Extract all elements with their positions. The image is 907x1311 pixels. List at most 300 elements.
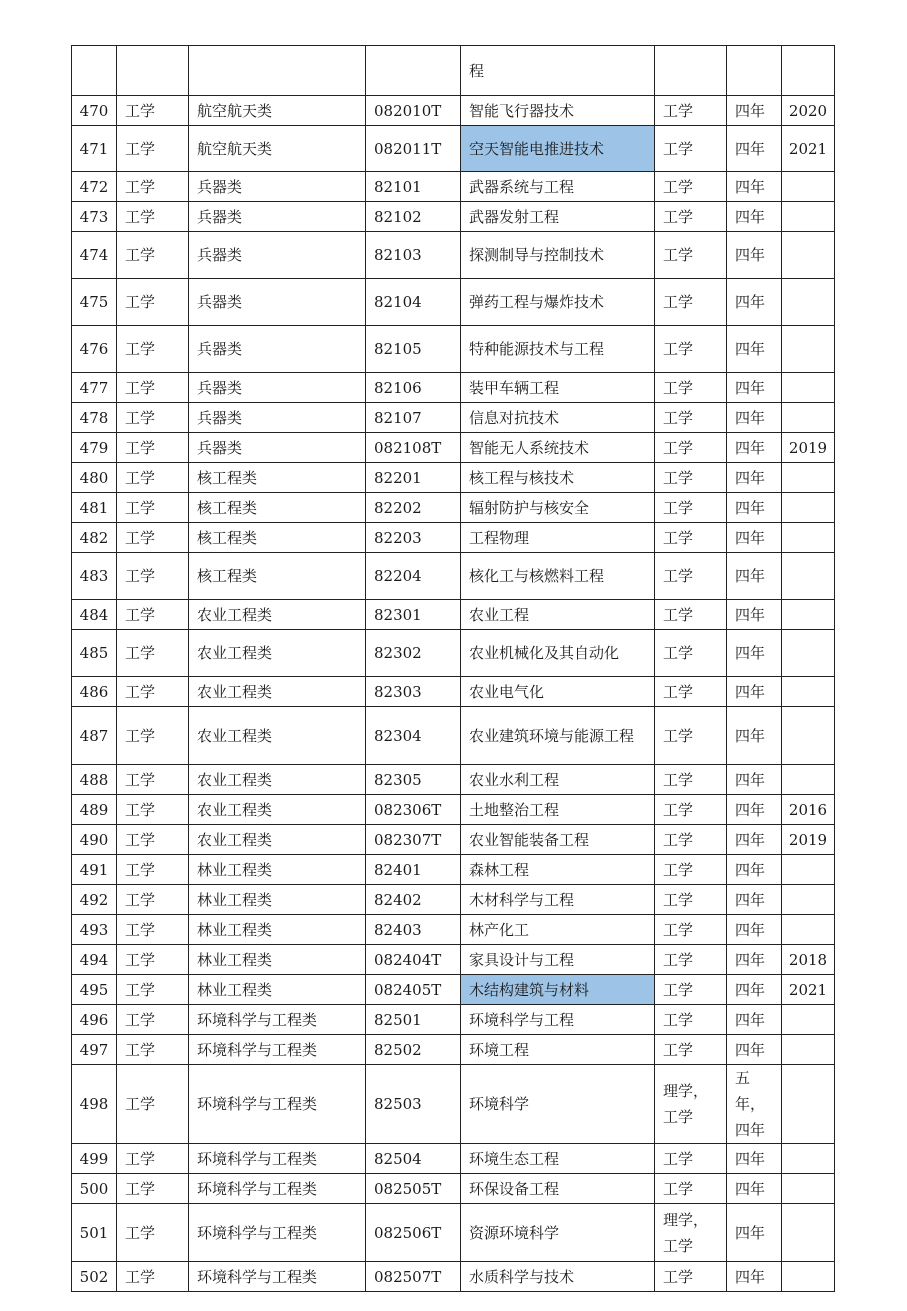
year-added-cell [782, 373, 835, 403]
major-name-cell: 环境生态工程 [461, 1144, 655, 1174]
degree-type-cell: 工学 [655, 600, 727, 630]
major-name-cell: 智能飞行器技术 [461, 96, 655, 126]
study-years-cell: 四年 [727, 1204, 782, 1262]
study-years-cell: 四年 [727, 1144, 782, 1174]
major-code-cell: 82101 [366, 172, 461, 202]
table-row [72, 433, 835, 463]
degree-type-cell: 工学 [655, 915, 727, 945]
discipline-category-cell: 工学 [117, 1005, 189, 1035]
table-row [72, 172, 835, 202]
year-added-cell [782, 326, 835, 373]
major-name-cell: 环境科学与工程 [461, 1005, 655, 1035]
degree-type-cell: 工学 [655, 403, 727, 433]
row-number-cell: 473 [72, 202, 117, 232]
major-class-cell: 农业工程类 [189, 765, 366, 795]
discipline-category-cell: 工学 [117, 126, 189, 172]
row-number-cell: 498 [72, 1065, 117, 1144]
study-years-cell: 四年 [727, 523, 782, 553]
major-class-cell: 核工程类 [189, 523, 366, 553]
row-number-cell: 495 [72, 975, 117, 1005]
major-code-cell: 082507T [366, 1262, 461, 1292]
table-row [72, 707, 835, 765]
degree-type-cell: 工学 [655, 553, 727, 600]
year-added-cell [782, 1262, 835, 1292]
row-number-cell: 502 [72, 1262, 117, 1292]
table-row [72, 765, 835, 795]
degree-type-cell: 工学 [655, 232, 727, 279]
discipline-category-cell: 工学 [117, 403, 189, 433]
row-number-cell: 476 [72, 326, 117, 373]
major-code-cell: 82303 [366, 677, 461, 707]
discipline-category-cell: 工学 [117, 1144, 189, 1174]
degree-type-cell: 工学 [655, 1035, 727, 1065]
discipline-category-cell: 工学 [117, 202, 189, 232]
year-added-cell [782, 553, 835, 600]
major-name-cell: 农业机械化及其自动化 [461, 630, 655, 677]
major-code-cell: 82104 [366, 279, 461, 326]
major-code-cell: 82403 [366, 915, 461, 945]
discipline-category-cell: 工学 [117, 493, 189, 523]
major-name-cell: 探测制导与控制技术 [461, 232, 655, 279]
degree-type-cell: 工学 [655, 523, 727, 553]
major-name-cell: 林产化工 [461, 915, 655, 945]
degree-type-cell: 工学 [655, 493, 727, 523]
major-code-cell: 082404T [366, 945, 461, 975]
year-added-cell [782, 46, 835, 96]
discipline-category-cell: 工学 [117, 373, 189, 403]
major-class-cell: 农业工程类 [189, 795, 366, 825]
discipline-category-cell: 工学 [117, 232, 189, 279]
study-years-cell: 四年 [727, 707, 782, 765]
year-added-cell [782, 765, 835, 795]
discipline-category-cell: 工学 [117, 677, 189, 707]
major-name-cell: 弹药工程与爆炸技术 [461, 279, 655, 326]
year-added-cell: 2019 [782, 433, 835, 463]
major-code-cell: 082306T [366, 795, 461, 825]
major-code-cell: 082307T [366, 825, 461, 855]
major-code-cell: 82203 [366, 523, 461, 553]
study-years-cell: 四年 [727, 433, 782, 463]
major-code-cell: 82302 [366, 630, 461, 677]
study-years-cell: 四年 [727, 825, 782, 855]
row-number-cell: 486 [72, 677, 117, 707]
major-class-cell: 农业工程类 [189, 600, 366, 630]
major-name-cell: 森林工程 [461, 855, 655, 885]
discipline-category-cell: 工学 [117, 885, 189, 915]
major-name-cell: 特种能源技术与工程 [461, 326, 655, 373]
year-added-cell [782, 1005, 835, 1035]
study-years-cell: 四年 [727, 1174, 782, 1204]
major-class-cell: 环境科学与工程类 [189, 1204, 366, 1262]
year-added-cell [782, 403, 835, 433]
major-class-cell: 兵器类 [189, 373, 366, 403]
discipline-category-cell: 工学 [117, 1065, 189, 1144]
table-row [72, 945, 835, 975]
degree-type-cell: 工学 [655, 707, 727, 765]
major-class-cell: 环境科学与工程类 [189, 1005, 366, 1035]
discipline-category-cell: 工学 [117, 326, 189, 373]
discipline-category-cell: 工学 [117, 825, 189, 855]
year-added-cell [782, 232, 835, 279]
table-row [72, 1204, 835, 1262]
year-added-cell [782, 915, 835, 945]
study-years-cell: 四年 [727, 493, 782, 523]
major-name-cell: 农业工程 [461, 600, 655, 630]
table-row [72, 279, 835, 326]
discipline-category-cell: 工学 [117, 1035, 189, 1065]
major-code-cell: 82503 [366, 1065, 461, 1144]
row-number-cell: 501 [72, 1204, 117, 1262]
major-class-cell: 环境科学与工程类 [189, 1065, 366, 1144]
majors-table [71, 45, 835, 1292]
discipline-category-cell: 工学 [117, 975, 189, 1005]
major-name-cell: 辐射防护与核安全 [461, 493, 655, 523]
table-row [72, 553, 835, 600]
table-row [72, 493, 835, 523]
study-years-cell: 四年 [727, 403, 782, 433]
discipline-category-cell: 工学 [117, 945, 189, 975]
degree-type-cell: 理学，工学 [655, 1204, 727, 1262]
major-class-cell: 林业工程类 [189, 885, 366, 915]
major-name-cell: 木材科学与工程 [461, 885, 655, 915]
year-added-cell [782, 1035, 835, 1065]
major-name-cell: 资源环境科学 [461, 1204, 655, 1262]
major-class-cell: 林业工程类 [189, 915, 366, 945]
year-added-cell: 2020 [782, 96, 835, 126]
table-row [72, 630, 835, 677]
major-name-cell: 工程物理 [461, 523, 655, 553]
major-class-cell: 兵器类 [189, 172, 366, 202]
row-number-cell: 496 [72, 1005, 117, 1035]
study-years-cell: 四年 [727, 1005, 782, 1035]
table-row [72, 96, 835, 126]
degree-type-cell: 工学 [655, 855, 727, 885]
major-class-cell: 核工程类 [189, 553, 366, 600]
discipline-category-cell: 工学 [117, 1204, 189, 1262]
year-added-cell: 2018 [782, 945, 835, 975]
study-years-cell: 四年 [727, 975, 782, 1005]
major-class-cell: 农业工程类 [189, 677, 366, 707]
year-added-cell [782, 855, 835, 885]
major-name-cell: 信息对抗技术 [461, 403, 655, 433]
study-years-cell: 四年 [727, 677, 782, 707]
table-row [72, 677, 835, 707]
major-class-cell: 林业工程类 [189, 855, 366, 885]
row-number-cell: 474 [72, 232, 117, 279]
major-code-cell [366, 46, 461, 96]
major-class-cell: 兵器类 [189, 279, 366, 326]
degree-type-cell: 工学 [655, 96, 727, 126]
major-name-cell: 环保设备工程 [461, 1174, 655, 1204]
major-class-cell: 环境科学与工程类 [189, 1262, 366, 1292]
table-row [72, 915, 835, 945]
table-row [72, 1005, 835, 1035]
row-number-cell: 480 [72, 463, 117, 493]
year-added-cell [782, 630, 835, 677]
year-added-cell [782, 493, 835, 523]
row-number-cell: 493 [72, 915, 117, 945]
study-years-cell: 四年 [727, 915, 782, 945]
majors-table-page [71, 45, 834, 1292]
majors-table-body [72, 46, 835, 1292]
major-class-cell: 航空航天类 [189, 126, 366, 172]
major-code-cell: 82103 [366, 232, 461, 279]
year-added-cell: 2021 [782, 126, 835, 172]
row-number-cell: 471 [72, 126, 117, 172]
degree-type-cell: 工学 [655, 975, 727, 1005]
year-added-cell [782, 279, 835, 326]
table-row [72, 202, 835, 232]
study-years-cell: 四年 [727, 795, 782, 825]
major-class-cell: 农业工程类 [189, 707, 366, 765]
major-name-cell: 环境科学 [461, 1065, 655, 1144]
major-class-cell: 环境科学与工程类 [189, 1035, 366, 1065]
degree-type-cell: 工学 [655, 1144, 727, 1174]
major-name-cell: 核化工与核燃料工程 [461, 553, 655, 600]
table-row [72, 373, 835, 403]
major-code-cell: 082010T [366, 96, 461, 126]
discipline-category-cell: 工学 [117, 1262, 189, 1292]
table-row [72, 523, 835, 553]
major-name-cell: 武器系统与工程 [461, 172, 655, 202]
major-name-cell: 木结构建筑与材料 [461, 975, 655, 1005]
discipline-category-cell [117, 46, 189, 96]
major-class-cell: 林业工程类 [189, 945, 366, 975]
degree-type-cell: 工学 [655, 172, 727, 202]
study-years-cell: 四年 [727, 96, 782, 126]
major-name-cell: 武器发射工程 [461, 202, 655, 232]
major-class-cell: 核工程类 [189, 493, 366, 523]
row-number-cell: 478 [72, 403, 117, 433]
row-number-cell: 482 [72, 523, 117, 553]
degree-type-cell: 工学 [655, 795, 727, 825]
discipline-category-cell: 工学 [117, 279, 189, 326]
table-row [72, 46, 835, 96]
major-code-cell: 82105 [366, 326, 461, 373]
year-added-cell [782, 523, 835, 553]
degree-type-cell: 工学 [655, 1262, 727, 1292]
degree-type-cell: 理学，工学 [655, 1065, 727, 1144]
row-number-cell: 484 [72, 600, 117, 630]
year-added-cell: 2019 [782, 825, 835, 855]
degree-type-cell: 工学 [655, 630, 727, 677]
row-number-cell: 488 [72, 765, 117, 795]
table-row [72, 403, 835, 433]
discipline-category-cell: 工学 [117, 523, 189, 553]
degree-type-cell: 工学 [655, 279, 727, 326]
discipline-category-cell: 工学 [117, 707, 189, 765]
study-years-cell: 四年 [727, 1035, 782, 1065]
major-name-cell: 农业电气化 [461, 677, 655, 707]
study-years-cell: 四年 [727, 373, 782, 403]
major-code-cell: 82304 [366, 707, 461, 765]
major-name-cell: 农业建筑环境与能源工程 [461, 707, 655, 765]
major-class-cell [189, 46, 366, 96]
year-added-cell [782, 885, 835, 915]
year-added-cell [782, 172, 835, 202]
year-added-cell [782, 1204, 835, 1262]
table-row [72, 825, 835, 855]
degree-type-cell: 工学 [655, 825, 727, 855]
table-row [72, 855, 835, 885]
study-years-cell: 四年 [727, 630, 782, 677]
table-row [72, 1144, 835, 1174]
discipline-category-cell: 工学 [117, 795, 189, 825]
major-code-cell: 82501 [366, 1005, 461, 1035]
table-row [72, 463, 835, 493]
discipline-category-cell: 工学 [117, 630, 189, 677]
study-years-cell: 四年 [727, 600, 782, 630]
major-code-cell: 82204 [366, 553, 461, 600]
major-class-cell: 林业工程类 [189, 975, 366, 1005]
row-number-cell: 487 [72, 707, 117, 765]
major-code-cell: 82401 [366, 855, 461, 885]
study-years-cell [727, 46, 782, 96]
study-years-cell: 五年，四年 [727, 1065, 782, 1144]
major-name-cell: 水质科学与技术 [461, 1262, 655, 1292]
year-added-cell [782, 463, 835, 493]
major-class-cell: 环境科学与工程类 [189, 1144, 366, 1174]
degree-type-cell: 工学 [655, 202, 727, 232]
table-row [72, 126, 835, 172]
major-code-cell: 82402 [366, 885, 461, 915]
major-class-cell: 兵器类 [189, 326, 366, 373]
discipline-category-cell: 工学 [117, 1174, 189, 1204]
study-years-cell: 四年 [727, 232, 782, 279]
major-code-cell: 082506T [366, 1204, 461, 1262]
degree-type-cell: 工学 [655, 765, 727, 795]
discipline-category-cell: 工学 [117, 915, 189, 945]
study-years-cell: 四年 [727, 885, 782, 915]
study-years-cell: 四年 [727, 126, 782, 172]
row-number-cell: 477 [72, 373, 117, 403]
major-name-cell: 农业智能装备工程 [461, 825, 655, 855]
year-added-cell [782, 1144, 835, 1174]
degree-type-cell: 工学 [655, 463, 727, 493]
row-number-cell: 497 [72, 1035, 117, 1065]
discipline-category-cell: 工学 [117, 855, 189, 885]
year-added-cell [782, 707, 835, 765]
table-row [72, 232, 835, 279]
table-row [72, 885, 835, 915]
year-added-cell [782, 1065, 835, 1144]
discipline-category-cell: 工学 [117, 433, 189, 463]
study-years-cell: 四年 [727, 463, 782, 493]
degree-type-cell: 工学 [655, 326, 727, 373]
degree-type-cell [655, 46, 727, 96]
table-row [72, 600, 835, 630]
major-class-cell: 兵器类 [189, 403, 366, 433]
major-name-cell: 装甲车辆工程 [461, 373, 655, 403]
discipline-category-cell: 工学 [117, 172, 189, 202]
year-added-cell [782, 677, 835, 707]
row-number-cell: 483 [72, 553, 117, 600]
major-name-cell: 空天智能电推进技术 [461, 126, 655, 172]
major-class-cell: 核工程类 [189, 463, 366, 493]
row-number-cell: 472 [72, 172, 117, 202]
major-code-cell: 82305 [366, 765, 461, 795]
study-years-cell: 四年 [727, 1262, 782, 1292]
major-name-cell: 核工程与核技术 [461, 463, 655, 493]
major-code-cell: 82504 [366, 1144, 461, 1174]
major-code-cell: 082405T [366, 975, 461, 1005]
row-number-cell: 491 [72, 855, 117, 885]
major-code-cell: 82102 [366, 202, 461, 232]
table-row [72, 795, 835, 825]
degree-type-cell: 工学 [655, 1005, 727, 1035]
row-number-cell: 494 [72, 945, 117, 975]
study-years-cell: 四年 [727, 945, 782, 975]
row-number-cell: 475 [72, 279, 117, 326]
study-years-cell: 四年 [727, 326, 782, 373]
study-years-cell: 四年 [727, 202, 782, 232]
year-added-cell: 2016 [782, 795, 835, 825]
table-row [72, 1262, 835, 1292]
study-years-cell: 四年 [727, 765, 782, 795]
major-code-cell: 082505T [366, 1174, 461, 1204]
discipline-category-cell: 工学 [117, 553, 189, 600]
degree-type-cell: 工学 [655, 126, 727, 172]
major-class-cell: 兵器类 [189, 202, 366, 232]
major-class-cell: 兵器类 [189, 433, 366, 463]
row-number-cell: 479 [72, 433, 117, 463]
year-added-cell: 2021 [782, 975, 835, 1005]
row-number-cell: 470 [72, 96, 117, 126]
major-code-cell: 82107 [366, 403, 461, 433]
major-name-cell: 程 [461, 46, 655, 96]
study-years-cell: 四年 [727, 553, 782, 600]
major-name-cell: 智能无人系统技术 [461, 433, 655, 463]
row-number-cell: 499 [72, 1144, 117, 1174]
degree-type-cell: 工学 [655, 885, 727, 915]
row-number-cell: 500 [72, 1174, 117, 1204]
discipline-category-cell: 工学 [117, 765, 189, 795]
table-row [72, 326, 835, 373]
row-number-cell [72, 46, 117, 96]
table-row [72, 1035, 835, 1065]
discipline-category-cell: 工学 [117, 600, 189, 630]
row-number-cell: 492 [72, 885, 117, 915]
table-row [72, 1065, 835, 1144]
year-added-cell [782, 600, 835, 630]
degree-type-cell: 工学 [655, 1174, 727, 1204]
row-number-cell: 485 [72, 630, 117, 677]
major-name-cell: 农业水利工程 [461, 765, 655, 795]
major-name-cell: 土地整治工程 [461, 795, 655, 825]
major-code-cell: 82502 [366, 1035, 461, 1065]
table-row [72, 975, 835, 1005]
table-row [72, 1174, 835, 1204]
row-number-cell: 490 [72, 825, 117, 855]
study-years-cell: 四年 [727, 172, 782, 202]
study-years-cell: 四年 [727, 855, 782, 885]
major-class-cell: 农业工程类 [189, 630, 366, 677]
row-number-cell: 481 [72, 493, 117, 523]
study-years-cell: 四年 [727, 279, 782, 326]
degree-type-cell: 工学 [655, 373, 727, 403]
degree-type-cell: 工学 [655, 945, 727, 975]
major-name-cell: 家具设计与工程 [461, 945, 655, 975]
major-code-cell: 82201 [366, 463, 461, 493]
year-added-cell [782, 202, 835, 232]
row-number-cell: 489 [72, 795, 117, 825]
major-code-cell: 82202 [366, 493, 461, 523]
year-added-cell [782, 1174, 835, 1204]
degree-type-cell: 工学 [655, 433, 727, 463]
major-name-cell: 环境工程 [461, 1035, 655, 1065]
major-class-cell: 航空航天类 [189, 96, 366, 126]
degree-type-cell: 工学 [655, 677, 727, 707]
